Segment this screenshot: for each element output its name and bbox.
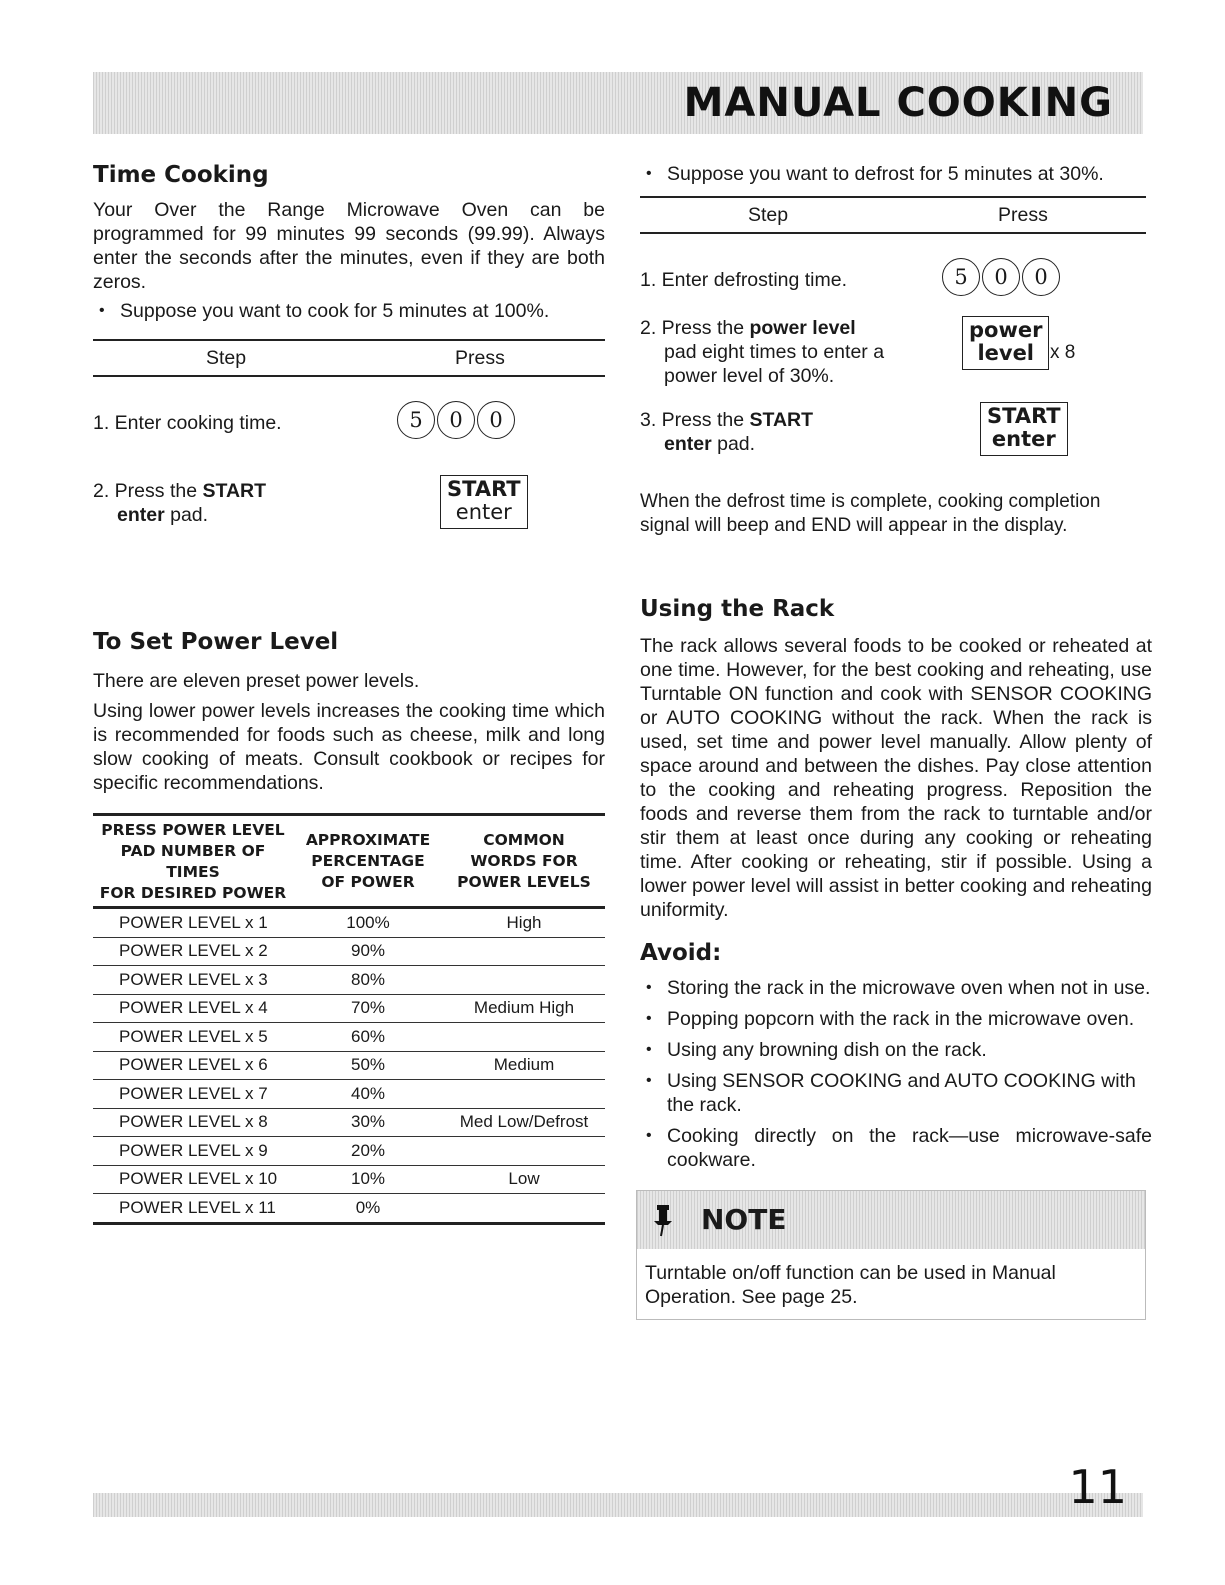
- bullet-text: Suppose you want to cook for 5 minutes at 100%.: [120, 300, 550, 322]
- defrost-bullet: [640, 162, 1152, 186]
- step-2-prefix: 2. Press the: [93, 480, 203, 502]
- rack-paragraph: The rack allows several foods to be cooked or reheated at one time. However, for the best cooking and reheating, use Turntable ON function and cook with SENSOR COOKING or AUTO COOKING without the rack. When the rack is used, set time and power level manually. Allow plenty of space around and between the dishes. Pay close attention to the cooking and reheating progress. Reposition the foods and reverse them from the rack to turntable and/or stir them at least once during any cooking or reheating time. After cooking or reheating, stir if possible. Using a lower power level will assist in better cooking and reheating uniformity.: [640, 635, 1152, 921]
- header-line: OF POWER: [321, 872, 415, 891]
- step-3-enter: enter: [664, 433, 712, 455]
- percentage-cell: 10%: [293, 1165, 443, 1194]
- percentage-cell: 30%: [293, 1108, 443, 1137]
- rack-heading: Using the Rack: [640, 596, 835, 622]
- step-1: 1. Enter cooking time.: [93, 412, 282, 434]
- pushpin-icon: [651, 1203, 675, 1237]
- page-title: MANUAL COOKING: [683, 80, 1113, 126]
- step-table-header: [93, 339, 605, 377]
- right-column: [640, 158, 1152, 1172]
- header-press-count: [93, 815, 293, 908]
- power-level-row: [93, 994, 605, 1023]
- avoid-item: • Storing the rack in the microwave oven when not in use.: [640, 976, 1152, 1000]
- digit-0-key: 0: [477, 401, 515, 439]
- step-2-enter: enter: [117, 504, 165, 526]
- header-line: PRESS POWER LEVEL: [101, 821, 285, 839]
- note-header: [637, 1191, 1145, 1249]
- digit-0-key: 0: [982, 258, 1020, 296]
- defrost-steps: [640, 196, 1152, 486]
- start-label: START: [447, 477, 521, 501]
- power-level-row: [93, 1080, 605, 1109]
- header-line: WORDS FOR: [470, 851, 578, 870]
- power-level-row: [93, 966, 605, 995]
- percentage-cell: 50%: [293, 1051, 443, 1080]
- step-2-line-3: power level of 30%.: [664, 365, 835, 387]
- digit-0-key: 0: [1022, 258, 1060, 296]
- digit-5-key: 5: [942, 258, 980, 296]
- header-line: APPROXIMATE: [305, 830, 431, 849]
- common-word-cell: [443, 1080, 605, 1109]
- step-3-suffix: pad.: [711, 433, 756, 455]
- power-table-header: [93, 815, 605, 908]
- power-level-row: [93, 937, 605, 966]
- common-word-cell: [443, 1137, 605, 1166]
- power-level-key: [962, 316, 1049, 370]
- avoid-item: • Cooking directly on the rack—use microwave-safe cookware.: [640, 1124, 1152, 1172]
- step-1: 1. Enter defrosting time.: [640, 269, 848, 291]
- step-2-suffix: pad.: [164, 504, 209, 526]
- common-word-cell: [443, 966, 605, 995]
- common-word-cell: Med Low/Defrost: [443, 1108, 605, 1137]
- col-press-label: Press: [998, 203, 1048, 226]
- power-level-para2: Using lower power levels increases the cooking time which is recommended for foods such as cheese, milk and long slow cooking of meats. Consult cookbook or recipes for specific recommendations.: [93, 700, 605, 794]
- time-cooking-bullet: [93, 299, 605, 323]
- press-count-cell: POWER LEVEL x 8: [93, 1108, 293, 1137]
- press-count: x 8: [1050, 342, 1076, 363]
- percentage-cell: 100%: [293, 908, 443, 938]
- percentage-cell: 90%: [293, 937, 443, 966]
- left-column: [93, 158, 605, 1225]
- header-line: FOR DESIRED POWER: [99, 884, 287, 902]
- press-count-cell: POWER LEVEL x 4: [93, 994, 293, 1023]
- start-enter-key: [980, 402, 1068, 456]
- press-count-cell: POWER LEVEL x 5: [93, 1023, 293, 1052]
- press-count-cell: POWER LEVEL x 11: [93, 1194, 293, 1224]
- common-word-cell: [443, 1023, 605, 1052]
- digit-5-key: 5: [397, 401, 435, 439]
- power-level-row: [93, 1165, 605, 1194]
- step-3: [640, 408, 813, 456]
- avoid-heading: Avoid:: [640, 940, 722, 966]
- power-level-row: [93, 1194, 605, 1224]
- time-cooking-heading: Time Cooking: [93, 162, 269, 188]
- header-common-words: [443, 815, 605, 908]
- note-box: [636, 1190, 1146, 1320]
- col-press-label: Press: [455, 346, 505, 369]
- avoid-item: • Using any browning dish on the rack.: [640, 1038, 1152, 1062]
- avoid-item: • Using SENSOR COOKING and AUTO COOKING with the rack.: [640, 1069, 1152, 1117]
- digit-keys: [397, 401, 517, 439]
- common-word-cell: Medium High: [443, 994, 605, 1023]
- common-word-cell: [443, 937, 605, 966]
- power-level-row: [93, 1137, 605, 1166]
- header-line: POWER LEVELS: [457, 872, 591, 891]
- note-title: NOTE: [701, 1203, 787, 1236]
- power-level-table: [93, 813, 605, 1225]
- press-count-cell: POWER LEVEL x 10: [93, 1165, 293, 1194]
- common-word-cell: High: [443, 908, 605, 938]
- start-enter-key: [440, 475, 528, 529]
- power-level-row: [93, 1108, 605, 1137]
- avoid-item: • Popping popcorn with the rack in the microwave oven.: [640, 1007, 1152, 1031]
- avoid-list: [640, 976, 1152, 1172]
- press-count-cell: POWER LEVEL x 2: [93, 937, 293, 966]
- defrost-completion-text: When the defrost time is complete, cooking completion signal will beep and END will appear in the display.: [640, 491, 1101, 536]
- digit-keys: [942, 258, 1062, 296]
- note-text: Turntable on/off function can be used in Manual Operation. See page 25.: [645, 1262, 1056, 1308]
- common-word-cell: [443, 1194, 605, 1224]
- col-step-label: Step: [206, 346, 247, 369]
- press-count-cell: POWER LEVEL x 7: [93, 1080, 293, 1109]
- header-line: COMMON: [483, 830, 565, 849]
- power-level-para1: There are eleven preset power levels.: [93, 670, 420, 692]
- digit-0-key: 0: [437, 401, 475, 439]
- power-level-row: [93, 1051, 605, 1080]
- power-level-row: [93, 908, 605, 938]
- common-word-cell: Medium: [443, 1051, 605, 1080]
- step-2: [93, 479, 266, 527]
- enter-label: enter: [991, 427, 1056, 451]
- press-count-cell: POWER LEVEL x 1: [93, 908, 293, 938]
- power-table-body: [93, 908, 605, 1224]
- step-2-prefix: 2. Press the: [640, 317, 750, 339]
- power-level-heading: To Set Power Level: [93, 629, 339, 655]
- percentage-cell: 70%: [293, 994, 443, 1023]
- header-band: [93, 72, 1143, 134]
- step-2-power-level: power level: [749, 317, 856, 339]
- power-label: power: [969, 318, 1043, 342]
- power-level-row: [93, 1023, 605, 1052]
- step-3-start: START: [749, 409, 814, 431]
- step-2-line-2: pad eight times to enter a: [664, 341, 885, 363]
- common-word-cell: Low: [443, 1165, 605, 1194]
- step-table-header: [640, 196, 1146, 234]
- percentage-cell: 40%: [293, 1080, 443, 1109]
- step-2-start: START: [202, 480, 267, 502]
- header-percentage: [293, 815, 443, 908]
- enter-label: enter: [455, 500, 512, 524]
- press-count-cell: POWER LEVEL x 6: [93, 1051, 293, 1080]
- col-step-label: Step: [748, 203, 789, 226]
- header-line: PAD NUMBER OF TIMES: [120, 842, 266, 881]
- step-3-prefix: 3. Press the: [640, 409, 750, 431]
- percentage-cell: 60%: [293, 1023, 443, 1052]
- start-label: START: [987, 404, 1061, 428]
- header-line: PERCENTAGE: [311, 851, 425, 870]
- step-2: [640, 316, 884, 388]
- percentage-cell: 80%: [293, 966, 443, 995]
- time-cooking-steps: [93, 339, 605, 549]
- press-count-cell: POWER LEVEL x 3: [93, 966, 293, 995]
- percentage-cell: 0%: [293, 1194, 443, 1224]
- level-label: level: [977, 341, 1035, 365]
- footer-band: [93, 1493, 1143, 1517]
- page-number: 11: [1068, 1460, 1127, 1514]
- press-count-cell: POWER LEVEL x 9: [93, 1137, 293, 1166]
- percentage-cell: 20%: [293, 1137, 443, 1166]
- time-cooking-intro: Your Over the Range Microwave Oven can be programmed for 99 minutes 99 seconds (99.99). Always enter the seconds after the minutes, even if they are both zeros.: [93, 199, 605, 293]
- bullet-text: Suppose you want to defrost for 5 minutes at 30%.: [667, 163, 1104, 185]
